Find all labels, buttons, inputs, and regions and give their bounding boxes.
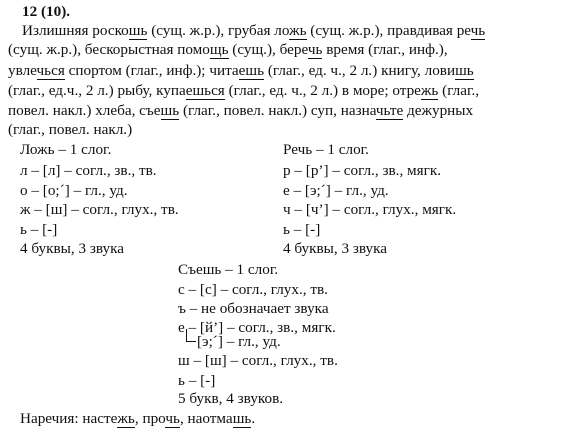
text: Наречия: насте	[20, 410, 118, 427]
center-analysis-line: с – [с] – согл., глух., тв.	[178, 281, 328, 298]
paragraph-line-6: (глаг., повел. накл.)	[8, 121, 133, 138]
center-analysis-line: [э;´] – гл., уд.	[197, 333, 281, 350]
center-analysis-line: ш – [ш] – согл., глух., тв.	[178, 352, 338, 369]
paragraph-line-1	[22, 22, 578, 40]
underlined-ending: шь	[232, 410, 252, 427]
underlined-ending: шь	[128, 22, 148, 39]
left-analysis-line: л – [л] – согл., зв., тв.	[20, 162, 157, 179]
center-analysis-title: Съешь – 1 слог.	[178, 261, 279, 278]
text: (сущ. ж.р.), грубая ло	[147, 22, 290, 39]
text: (сущ.), бере	[228, 41, 308, 58]
left-analysis-line: ж – [ш] – согл., глух., тв.	[20, 201, 179, 218]
right-analysis-line: ч – [ч’] – согл., глух., мягк.	[283, 201, 457, 218]
left-analysis-line: ь – [-]	[20, 221, 58, 238]
text: (глаг., ед.ч., 2 л.) рыбу, купа	[8, 82, 186, 99]
underlined-ending: жь	[420, 82, 439, 99]
underlined-ending: чь	[470, 22, 486, 39]
underlined-ending: ешься	[185, 82, 225, 99]
text: (сущ. ж.р.), бескорыстная помо	[8, 41, 210, 58]
center-analysis-line: ъ – не обозначает звука	[178, 300, 329, 317]
text: , наотма	[179, 410, 233, 427]
text: спортом (глаг., инф.); чита	[64, 62, 239, 79]
paragraph-line-3	[8, 62, 573, 80]
text: время (глаг., инф.),	[322, 41, 448, 58]
underlined-ending: жь	[117, 410, 135, 427]
underlined-ending: чь	[165, 410, 180, 427]
left-analysis-line: о – [о;´] – гл., уд.	[20, 182, 128, 199]
right-analysis-summary: 4 буквы, 3 звука	[283, 240, 388, 257]
underlined-ending: чьте	[375, 102, 404, 119]
text: повел. накл.) хлеба, съе	[8, 102, 161, 119]
branch-bracket	[186, 329, 196, 342]
underlined-ending: шь	[160, 102, 180, 119]
text: (глаг., ед. ч., 2 л.) книгу, лови	[264, 62, 456, 79]
right-analysis-line: р – [р’] – согл., зв., мягк.	[283, 162, 442, 179]
paragraph-line-4	[8, 82, 573, 100]
center-analysis-line: ь – [-]	[178, 372, 216, 389]
left-analysis-title: Ложь – 1 слог.	[20, 141, 112, 158]
paragraph-line-5	[8, 102, 573, 120]
right-analysis-line: е – [э;´] – гл., уд.	[283, 182, 389, 199]
text: .	[251, 410, 256, 427]
underlined-ending: чь	[307, 41, 323, 58]
text: , про	[134, 410, 166, 427]
underlined-ending: чься	[36, 62, 65, 79]
right-analysis-line: ь – [-]	[283, 221, 321, 238]
center-analysis-summary: 5 букв, 4 звуков.	[178, 390, 284, 407]
text: (глаг., ед. ч., 2 л.) в море; отре	[224, 82, 421, 99]
paragraph-line-2	[8, 41, 573, 59]
text: (глаг., повел. накл.) суп, назна	[179, 102, 376, 119]
center-analysis-line: е – [й’] – согл., зв., мягк.	[178, 319, 336, 336]
left-analysis-summary: 4 буквы, 3 звука	[20, 240, 125, 257]
text: дежурных	[403, 102, 474, 119]
underlined-ending: шь	[455, 62, 474, 79]
text: (глаг.,	[438, 82, 480, 99]
right-analysis-title: Речь – 1 слог.	[283, 141, 369, 158]
underlined-ending: щь	[209, 41, 229, 58]
underlined-ending: жь	[289, 22, 307, 39]
text: (сущ. ж.р.), правдивая ре	[306, 22, 471, 39]
text: увле	[8, 62, 37, 79]
underlined-ending: ешь	[238, 62, 265, 79]
adverbs-line	[20, 410, 255, 428]
text: Излишняя роско	[22, 22, 129, 39]
exercise-heading: 12 (10).	[22, 3, 71, 20]
